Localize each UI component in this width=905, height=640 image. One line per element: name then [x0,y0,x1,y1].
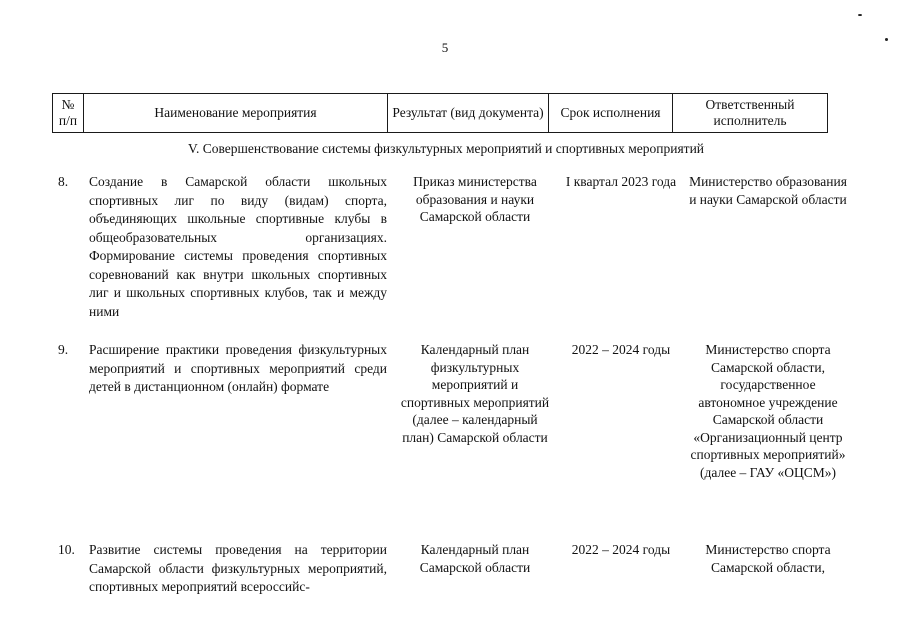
row-number: 10. [58,542,75,557]
row-result: Приказ министерства образования и науки Самарской области [413,174,537,224]
row-name: Создание в Самарской области школьных спортивных лиг по виду (видам) спорта, объединяющих школьные спортивные клубы в общеобразовательных организациях. Формирование системы проведения спортивных соревнований как внутри школьных спортивных лиг и школьных спортивных клубов, так и между ними [89,174,387,319]
row-name: Расширение практики проведения физкультурных мероприятий и спортивных мероприятий среди детей в дистанционном (онлайн) формате [89,342,387,394]
header-col-number: № п/п [53,94,84,133]
header-col-deadline: Срок исполнения [549,94,673,133]
row-number: 9. [58,342,69,357]
page-number: 5 [441,40,449,55]
row-name: Развитие системы проведения на территории Самарской области физкультурных мероприятий, спортивных мероприятий всероссийс- [89,542,387,594]
row-responsible: Министерство спорта Самарской области, [705,542,831,575]
header-col-responsible: Ответственный исполнитель [673,94,828,133]
row-responsible: Министерство образования и науки Самарской области [689,174,847,207]
scan-speck [858,14,862,16]
row-deadline: 2022 – 2024 годы [571,542,671,557]
header-col-name: Наименование мероприятия [84,94,388,133]
row-responsible: Министерство спорта Самарской области, государственное автономное учреждение Самарской области «Организационный центр спортивных мероприятий» (далее – ГАУ «ОЦСМ») [690,342,846,480]
row-number: 8. [58,174,69,189]
table-header [52,93,828,133]
row-deadline: 2022 – 2024 годы [571,342,671,357]
section-title: V. Совершенствование системы физкультурных мероприятий и спортивных мероприятий [187,141,705,156]
row-result: Календарный план Самарской области [419,542,531,575]
row-deadline: I квартал 2023 года [565,174,677,189]
header-col-result: Результат (вид документа) [388,94,549,133]
row-result: Календарный план физкультурных мероприятий и спортивных мероприятий (далее – календарный план) Самарской области [400,342,550,445]
